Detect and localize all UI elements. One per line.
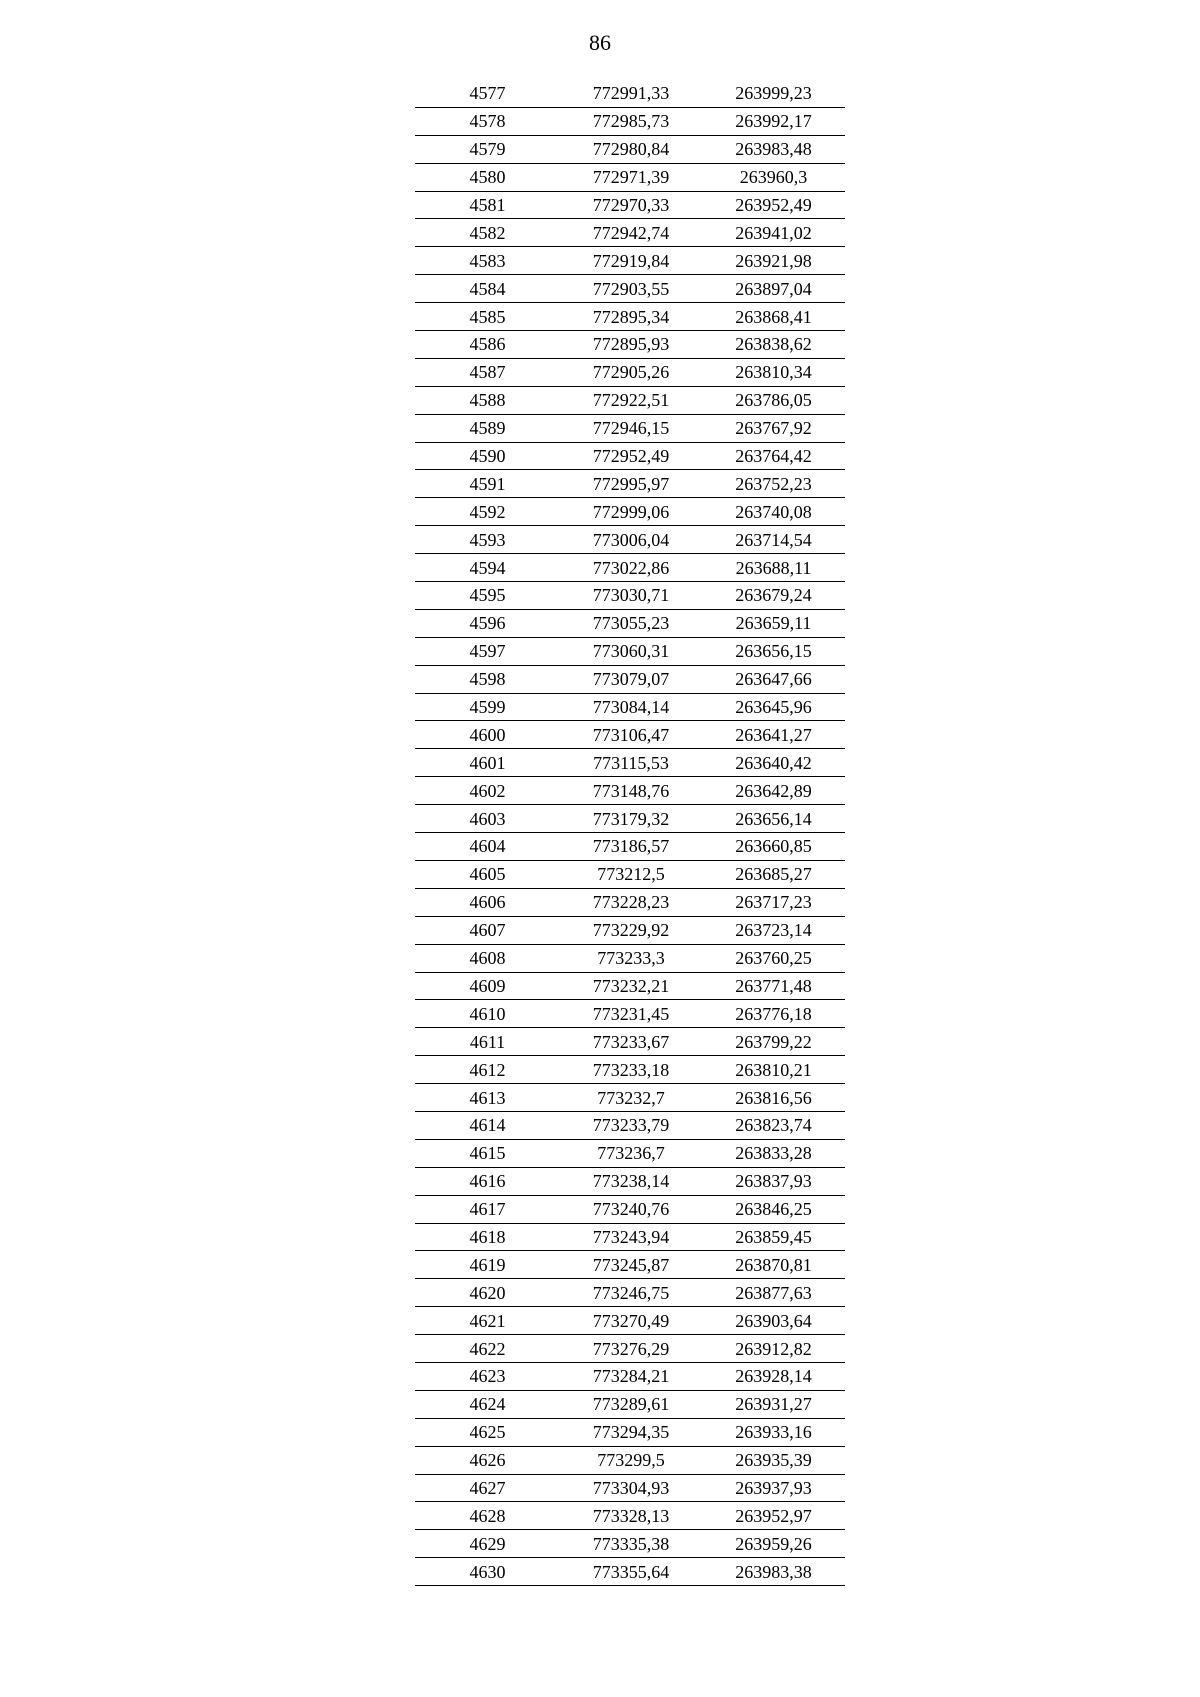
- y-coordinate-cell: 263952,49: [702, 191, 845, 219]
- x-coordinate-cell: 773228,23: [560, 888, 702, 916]
- table-row: [415, 303, 845, 331]
- x-coordinate-cell: 773246,75: [560, 1279, 702, 1307]
- x-coordinate-cell: 773245,87: [560, 1251, 702, 1279]
- x-coordinate-cell: 773233,3: [560, 944, 702, 972]
- table-row: [415, 1335, 845, 1363]
- x-coordinate-cell: 772952,49: [560, 442, 702, 470]
- y-coordinate-cell: 263647,66: [702, 665, 845, 693]
- point-number-cell: 4627: [415, 1474, 560, 1502]
- point-number-cell: 4613: [415, 1084, 560, 1112]
- table-row: [415, 1223, 845, 1251]
- point-number-cell: 4599: [415, 693, 560, 721]
- table-row: [415, 331, 845, 359]
- table-row: [415, 1167, 845, 1195]
- y-coordinate-cell: 263641,27: [702, 721, 845, 749]
- x-coordinate-cell: 772922,51: [560, 386, 702, 414]
- y-coordinate-cell: 263810,34: [702, 358, 845, 386]
- x-coordinate-cell: 773179,32: [560, 805, 702, 833]
- x-coordinate-cell: 773335,38: [560, 1530, 702, 1558]
- x-coordinate-cell: 773148,76: [560, 777, 702, 805]
- point-number-cell: 4618: [415, 1223, 560, 1251]
- x-coordinate-cell: 773106,47: [560, 721, 702, 749]
- point-number-cell: 4624: [415, 1390, 560, 1418]
- y-coordinate-cell: 263983,48: [702, 135, 845, 163]
- y-coordinate-cell: 263642,89: [702, 777, 845, 805]
- y-coordinate-cell: 263816,56: [702, 1084, 845, 1112]
- point-number-cell: 4605: [415, 860, 560, 888]
- y-coordinate-cell: 263868,41: [702, 303, 845, 331]
- x-coordinate-cell: 773276,29: [560, 1335, 702, 1363]
- y-coordinate-cell: 263960,3: [702, 163, 845, 191]
- x-coordinate-cell: 772999,06: [560, 498, 702, 526]
- table-row: [415, 1446, 845, 1474]
- x-coordinate-cell: 773079,07: [560, 665, 702, 693]
- x-coordinate-cell: 773232,7: [560, 1084, 702, 1112]
- table-row: [415, 749, 845, 777]
- x-coordinate-cell: 772985,73: [560, 107, 702, 135]
- point-number-cell: 4607: [415, 916, 560, 944]
- y-coordinate-cell: 263776,18: [702, 1000, 845, 1028]
- x-coordinate-cell: 773030,71: [560, 582, 702, 610]
- x-coordinate-cell: 772905,26: [560, 358, 702, 386]
- y-coordinate-cell: 263992,17: [702, 107, 845, 135]
- point-number-cell: 4589: [415, 414, 560, 442]
- table-row: [415, 107, 845, 135]
- point-number-cell: 4611: [415, 1028, 560, 1056]
- x-coordinate-cell: 772971,39: [560, 163, 702, 191]
- point-number-cell: 4621: [415, 1307, 560, 1335]
- y-coordinate-cell: 263912,82: [702, 1335, 845, 1363]
- table-row: [415, 1251, 845, 1279]
- point-number-cell: 4630: [415, 1558, 560, 1586]
- y-coordinate-cell: 263928,14: [702, 1362, 845, 1390]
- y-coordinate-cell: 263799,22: [702, 1028, 845, 1056]
- y-coordinate-cell: 263760,25: [702, 944, 845, 972]
- table-row: [415, 1530, 845, 1558]
- point-number-cell: 4612: [415, 1056, 560, 1084]
- table-row: [415, 1390, 845, 1418]
- x-coordinate-cell: 772895,93: [560, 331, 702, 359]
- point-number-cell: 4588: [415, 386, 560, 414]
- point-number-cell: 4591: [415, 470, 560, 498]
- x-coordinate-cell: 773232,21: [560, 972, 702, 1000]
- x-coordinate-cell: 773233,67: [560, 1028, 702, 1056]
- point-number-cell: 4614: [415, 1111, 560, 1139]
- point-number-cell: 4583: [415, 247, 560, 275]
- y-coordinate-cell: 263659,11: [702, 609, 845, 637]
- table-row: [415, 609, 845, 637]
- x-coordinate-cell: 773243,94: [560, 1223, 702, 1251]
- y-coordinate-cell: 263679,24: [702, 582, 845, 610]
- x-coordinate-cell: 773231,45: [560, 1000, 702, 1028]
- x-coordinate-cell: 773006,04: [560, 526, 702, 554]
- x-coordinate-cell: 773240,76: [560, 1195, 702, 1223]
- coordinates-table-body: [415, 80, 845, 1586]
- table-row: [415, 1558, 845, 1586]
- table-row: [415, 805, 845, 833]
- table-row: [415, 135, 845, 163]
- x-coordinate-cell: 773022,86: [560, 554, 702, 582]
- x-coordinate-cell: 772946,15: [560, 414, 702, 442]
- y-coordinate-cell: 263656,15: [702, 637, 845, 665]
- y-coordinate-cell: 263983,38: [702, 1558, 845, 1586]
- table-row: [415, 247, 845, 275]
- table-row: [415, 944, 845, 972]
- point-number-cell: 4616: [415, 1167, 560, 1195]
- table-row: [415, 1000, 845, 1028]
- point-number-cell: 4581: [415, 191, 560, 219]
- point-number-cell: 4579: [415, 135, 560, 163]
- table-row: [415, 637, 845, 665]
- table-row: [415, 972, 845, 1000]
- table-row: [415, 1028, 845, 1056]
- x-coordinate-cell: 772980,84: [560, 135, 702, 163]
- table-row: [415, 526, 845, 554]
- y-coordinate-cell: 263935,39: [702, 1446, 845, 1474]
- y-coordinate-cell: 263810,21: [702, 1056, 845, 1084]
- y-coordinate-cell: 263645,96: [702, 693, 845, 721]
- y-coordinate-cell: 263833,28: [702, 1139, 845, 1167]
- table-row: [415, 358, 845, 386]
- table-row: [415, 1474, 845, 1502]
- point-number-cell: 4577: [415, 80, 560, 107]
- x-coordinate-cell: 772895,34: [560, 303, 702, 331]
- y-coordinate-cell: 263823,74: [702, 1111, 845, 1139]
- y-coordinate-cell: 263786,05: [702, 386, 845, 414]
- table-row: [415, 665, 845, 693]
- point-number-cell: 4586: [415, 331, 560, 359]
- point-number-cell: 4606: [415, 888, 560, 916]
- point-number-cell: 4608: [415, 944, 560, 972]
- table-row: [415, 442, 845, 470]
- y-coordinate-cell: 263897,04: [702, 275, 845, 303]
- table-row: [415, 1362, 845, 1390]
- point-number-cell: 4580: [415, 163, 560, 191]
- x-coordinate-cell: 772942,74: [560, 219, 702, 247]
- point-number-cell: 4625: [415, 1418, 560, 1446]
- point-number-cell: 4598: [415, 665, 560, 693]
- x-coordinate-cell: 772991,33: [560, 80, 702, 107]
- x-coordinate-cell: 773084,14: [560, 693, 702, 721]
- point-number-cell: 4623: [415, 1362, 560, 1390]
- x-coordinate-cell: 773060,31: [560, 637, 702, 665]
- x-coordinate-cell: 773229,92: [560, 916, 702, 944]
- table-row: [415, 1139, 845, 1167]
- x-coordinate-cell: 773299,5: [560, 1446, 702, 1474]
- x-coordinate-cell: 772903,55: [560, 275, 702, 303]
- point-number-cell: 4603: [415, 805, 560, 833]
- table-row: [415, 470, 845, 498]
- y-coordinate-cell: 263870,81: [702, 1251, 845, 1279]
- y-coordinate-cell: 263959,26: [702, 1530, 845, 1558]
- y-coordinate-cell: 263656,14: [702, 805, 845, 833]
- point-number-cell: 4592: [415, 498, 560, 526]
- x-coordinate-cell: 773233,18: [560, 1056, 702, 1084]
- x-coordinate-cell: 773355,64: [560, 1558, 702, 1586]
- x-coordinate-cell: 773186,57: [560, 833, 702, 861]
- x-coordinate-cell: 773294,35: [560, 1418, 702, 1446]
- y-coordinate-cell: 263640,42: [702, 749, 845, 777]
- y-coordinate-cell: 263933,16: [702, 1418, 845, 1446]
- x-coordinate-cell: 773238,14: [560, 1167, 702, 1195]
- point-number-cell: 4587: [415, 358, 560, 386]
- table-row: [415, 498, 845, 526]
- table-row: [415, 191, 845, 219]
- point-number-cell: 4593: [415, 526, 560, 554]
- point-number-cell: 4610: [415, 1000, 560, 1028]
- point-number-cell: 4615: [415, 1139, 560, 1167]
- point-number-cell: 4602: [415, 777, 560, 805]
- table-row: [415, 80, 845, 107]
- table-row: [415, 275, 845, 303]
- table-row: [415, 1056, 845, 1084]
- x-coordinate-cell: 773236,7: [560, 1139, 702, 1167]
- table-row: [415, 693, 845, 721]
- table-row: [415, 1307, 845, 1335]
- coordinates-table: [415, 80, 845, 1586]
- point-number-cell: 4595: [415, 582, 560, 610]
- point-number-cell: 4600: [415, 721, 560, 749]
- y-coordinate-cell: 263931,27: [702, 1390, 845, 1418]
- point-number-cell: 4629: [415, 1530, 560, 1558]
- y-coordinate-cell: 263941,02: [702, 219, 845, 247]
- point-number-cell: 4597: [415, 637, 560, 665]
- table-row: [415, 833, 845, 861]
- y-coordinate-cell: 263903,64: [702, 1307, 845, 1335]
- point-number-cell: 4628: [415, 1502, 560, 1530]
- y-coordinate-cell: 263717,23: [702, 888, 845, 916]
- y-coordinate-cell: 263999,23: [702, 80, 845, 107]
- point-number-cell: 4620: [415, 1279, 560, 1307]
- y-coordinate-cell: 263685,27: [702, 860, 845, 888]
- point-number-cell: 4590: [415, 442, 560, 470]
- table-row: [415, 1084, 845, 1112]
- y-coordinate-cell: 263859,45: [702, 1223, 845, 1251]
- y-coordinate-cell: 263752,23: [702, 470, 845, 498]
- y-coordinate-cell: 263838,62: [702, 331, 845, 359]
- y-coordinate-cell: 263937,93: [702, 1474, 845, 1502]
- x-coordinate-cell: 773284,21: [560, 1362, 702, 1390]
- table-row: [415, 414, 845, 442]
- y-coordinate-cell: 263771,48: [702, 972, 845, 1000]
- x-coordinate-cell: 773289,61: [560, 1390, 702, 1418]
- point-number-cell: 4604: [415, 833, 560, 861]
- y-coordinate-cell: 263714,54: [702, 526, 845, 554]
- point-number-cell: 4594: [415, 554, 560, 582]
- x-coordinate-cell: 773304,93: [560, 1474, 702, 1502]
- y-coordinate-cell: 263921,98: [702, 247, 845, 275]
- x-coordinate-cell: 773233,79: [560, 1111, 702, 1139]
- y-coordinate-cell: 263764,42: [702, 442, 845, 470]
- point-number-cell: 4584: [415, 275, 560, 303]
- table-row: [415, 1418, 845, 1446]
- page-number: 86: [589, 30, 611, 55]
- table-row: [415, 582, 845, 610]
- y-coordinate-cell: 263837,93: [702, 1167, 845, 1195]
- x-coordinate-cell: 772995,97: [560, 470, 702, 498]
- y-coordinate-cell: 263767,92: [702, 414, 845, 442]
- point-number-cell: 4582: [415, 219, 560, 247]
- point-number-cell: 4622: [415, 1335, 560, 1363]
- table-row: [415, 777, 845, 805]
- x-coordinate-cell: 773328,13: [560, 1502, 702, 1530]
- y-coordinate-cell: 263740,08: [702, 498, 845, 526]
- table-row: [415, 386, 845, 414]
- table-row: [415, 916, 845, 944]
- point-number-cell: 4585: [415, 303, 560, 331]
- x-coordinate-cell: 773115,53: [560, 749, 702, 777]
- point-number-cell: 4596: [415, 609, 560, 637]
- table-row: [415, 1502, 845, 1530]
- y-coordinate-cell: 263877,63: [702, 1279, 845, 1307]
- table-row: [415, 860, 845, 888]
- x-coordinate-cell: 772970,33: [560, 191, 702, 219]
- point-number-cell: 4626: [415, 1446, 560, 1474]
- table-row: [415, 163, 845, 191]
- table-row: [415, 219, 845, 247]
- y-coordinate-cell: 263660,85: [702, 833, 845, 861]
- table-row: [415, 721, 845, 749]
- point-number-cell: 4617: [415, 1195, 560, 1223]
- table-row: [415, 1111, 845, 1139]
- x-coordinate-cell: 773212,5: [560, 860, 702, 888]
- point-number-cell: 4619: [415, 1251, 560, 1279]
- table-row: [415, 888, 845, 916]
- table-row: [415, 554, 845, 582]
- y-coordinate-cell: 263846,25: [702, 1195, 845, 1223]
- table-row: [415, 1195, 845, 1223]
- y-coordinate-cell: 263952,97: [702, 1502, 845, 1530]
- y-coordinate-cell: 263723,14: [702, 916, 845, 944]
- point-number-cell: 4609: [415, 972, 560, 1000]
- point-number-cell: 4601: [415, 749, 560, 777]
- x-coordinate-cell: 773055,23: [560, 609, 702, 637]
- x-coordinate-cell: 773270,49: [560, 1307, 702, 1335]
- point-number-cell: 4578: [415, 107, 560, 135]
- x-coordinate-cell: 772919,84: [560, 247, 702, 275]
- y-coordinate-cell: 263688,11: [702, 554, 845, 582]
- table-row: [415, 1279, 845, 1307]
